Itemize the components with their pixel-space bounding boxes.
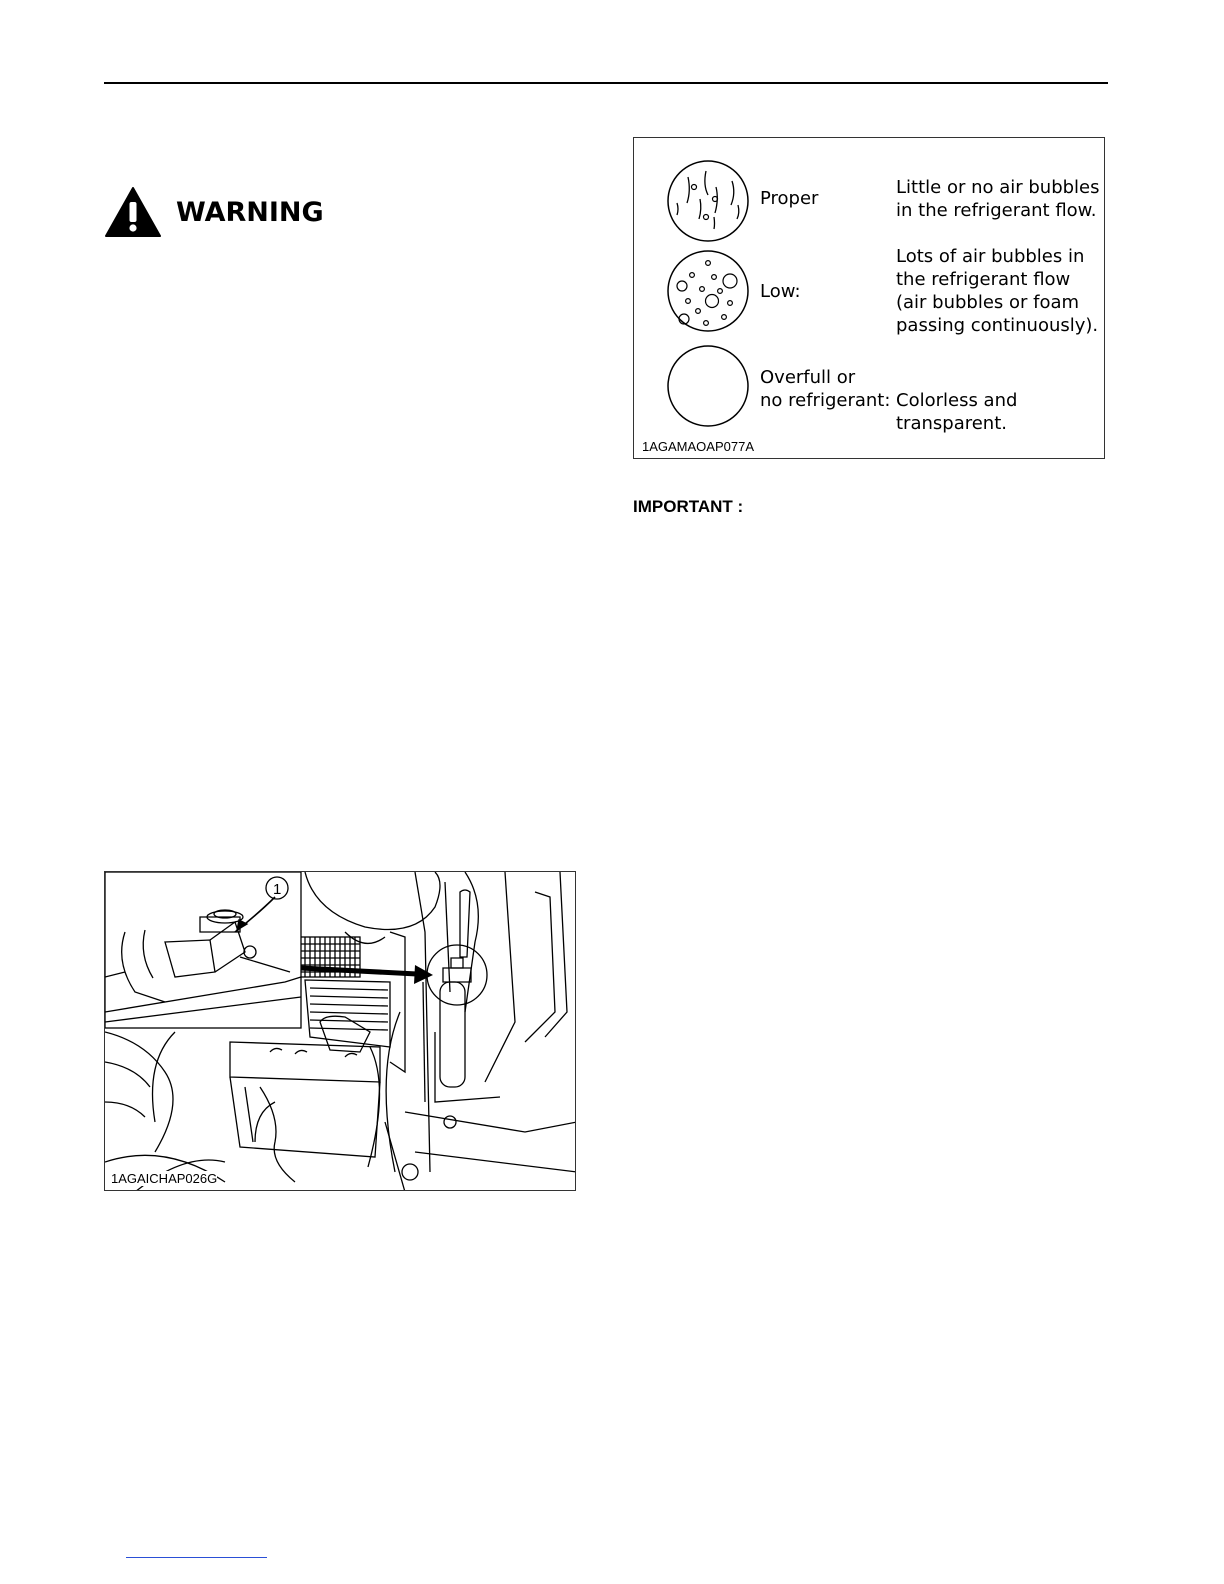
description-low: Lots of air bubbles in the refrigerant flow (air bubbles or foam passing continuously). <box>896 246 1099 336</box>
warning-heading <box>104 186 324 238</box>
status-overfull-line1: Overfull or <box>760 367 856 388</box>
status-proper: Proper <box>760 188 819 209</box>
footer-link-underline[interactable] <box>126 1557 267 1558</box>
important-label: IMPORTANT : <box>633 497 744 516</box>
sight-glass-figure <box>633 137 1105 459</box>
machine-line-drawing <box>105 872 576 1191</box>
figure-code: 1AGAMAOAP077A <box>642 439 754 454</box>
description-overfull: Colorless and transparent. <box>896 390 1018 434</box>
status-overfull-line2: no refrigerant: <box>760 390 891 411</box>
many-bubbles-circle-icon <box>666 249 750 337</box>
callout-number: 1 <box>273 881 282 898</box>
few-bubbles-circle-icon <box>666 159 750 247</box>
empty-circle-icon <box>666 344 750 432</box>
warning-label: WARNING <box>176 196 324 228</box>
figure-code: 1AGAICHAP026G <box>111 1171 218 1186</box>
header-rule <box>104 82 1108 84</box>
description-proper: Little or no air bubbles in the refrigerant flow. <box>896 177 1100 221</box>
receiver-drier-illustration <box>104 871 576 1191</box>
warning-triangle-icon <box>104 186 162 238</box>
status-low: Low: <box>760 281 801 302</box>
